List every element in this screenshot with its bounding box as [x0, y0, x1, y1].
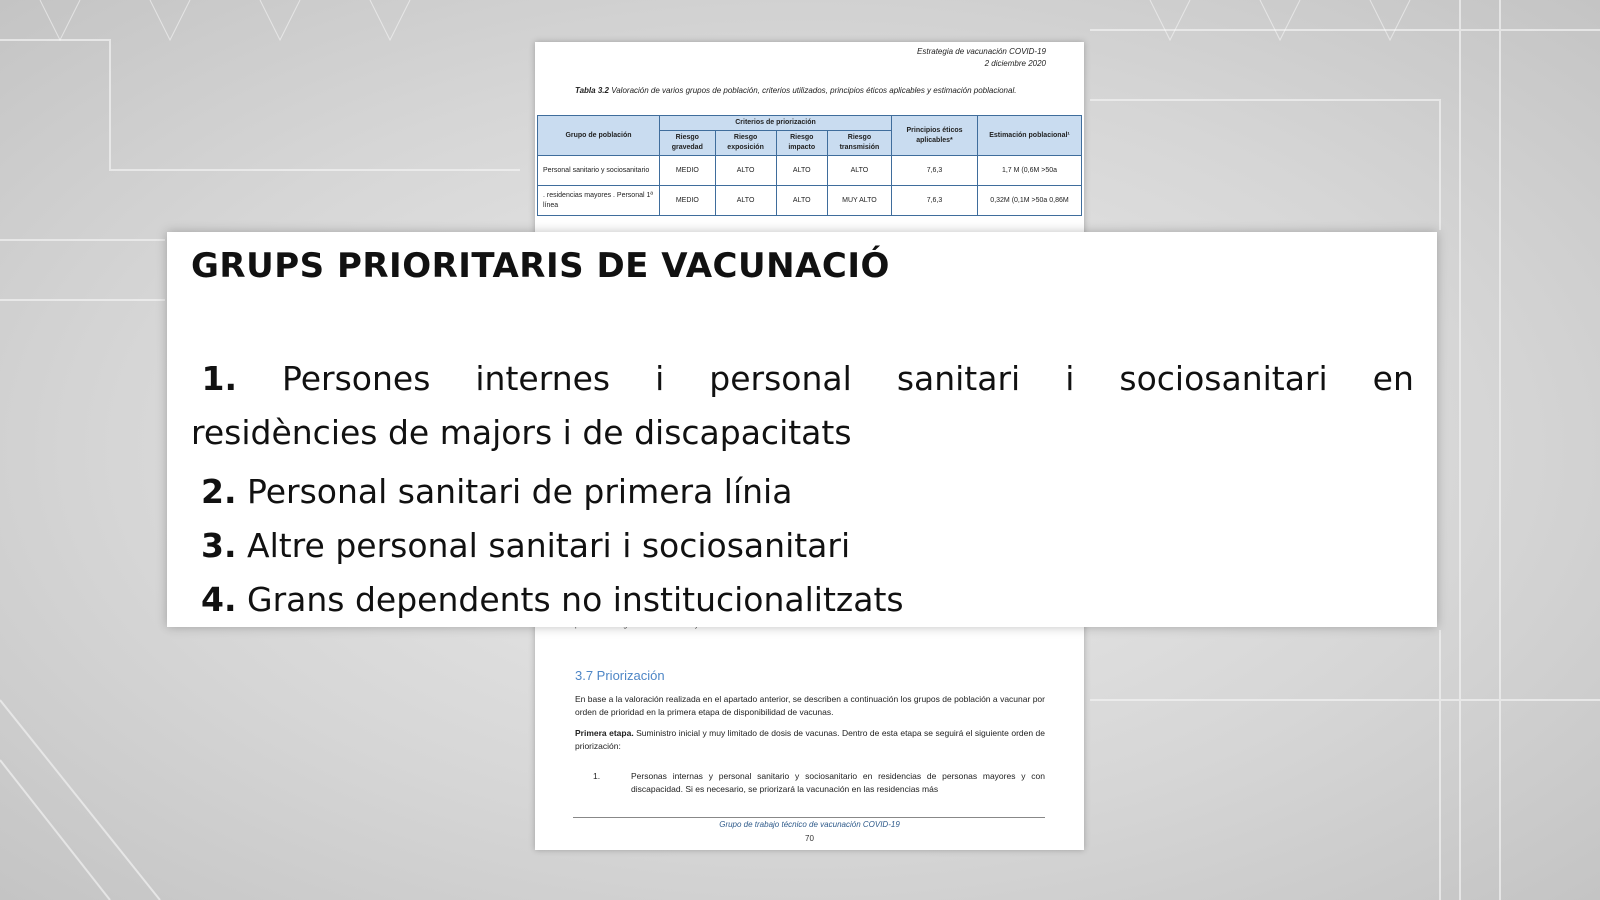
priority-list-item	[593, 770, 1045, 796]
table-caption-label: Tabla 3.2	[575, 86, 609, 95]
table-header-estimate: Estimación poblacional¹	[978, 116, 1082, 156]
table-cell: 1,7 M (0,6M >50a	[978, 156, 1082, 186]
overlay-title: GRUPS PRIORITARIS DE VACUNACIÓ	[191, 246, 890, 286]
overlay-item-2-number: 2.	[201, 472, 237, 511]
overlay-item-1-number: 1.	[201, 359, 237, 398]
overlay-item-4-text: Grans dependents no institucionalitzats	[247, 580, 904, 619]
table-subheader: Riesgo transmisión	[827, 131, 891, 156]
page-number: 70	[805, 834, 814, 843]
overlay-word: i	[1065, 359, 1075, 398]
document-header-date: 2 diciembre 2020	[984, 59, 1046, 68]
table-row	[538, 156, 1082, 186]
overlay-card	[167, 232, 1437, 627]
footer-divider	[573, 817, 1045, 818]
paragraph-first-stage-label: Primera etapa.	[575, 728, 634, 738]
table-cell: 7,6,3	[892, 186, 978, 216]
paragraph-intro: En base a la valoración realizada en el apartado anterior, se describen a continuación los grupos de población a vacunar por orden de prioridad en la primera etapa de disponibilidad de vacunas.	[575, 694, 1045, 717]
table-header-criteria: Criterios de priorización	[660, 116, 892, 131]
document-footer: Grupo de trabajo técnico de vacunación COVID-19	[719, 820, 900, 829]
overlay-item-4-number: 4.	[201, 580, 237, 619]
overlay-word: internes	[475, 359, 611, 398]
table-cell: 0,32M (0,1M >50a 0,86M	[978, 186, 1082, 216]
overlay-word: Persones	[282, 359, 431, 398]
document-header-title: Estrategia de vacunación COVID-19	[917, 47, 1046, 56]
table-caption	[575, 85, 1045, 97]
overlay-item-3-number: 3.	[201, 526, 237, 565]
table-cell: ALTO	[776, 186, 827, 216]
overlay-item-4	[201, 573, 904, 627]
overlay-item-1-line2: residències de majors i de discapacitats	[191, 413, 852, 452]
table-subheader: Riesgo gravedad	[660, 131, 716, 156]
paragraph-first-stage	[575, 727, 1045, 753]
section-title: 3.7 Priorización	[575, 668, 665, 683]
table-cell-group: . residencias mayores . Personal 1ª línea	[538, 186, 660, 216]
table-subheader: Riesgo exposición	[715, 131, 776, 156]
table-header-group: Grupo de población	[538, 116, 660, 156]
overlay-word: i	[655, 359, 665, 398]
table-cell: 7,6,3	[892, 156, 978, 186]
priority-table	[537, 115, 1082, 216]
overlay-item-number	[191, 352, 237, 406]
table-cell: ALTO	[715, 156, 776, 186]
table-cell: MEDIO	[660, 186, 716, 216]
overlay-item-2-text: Personal sanitari de primera línia	[247, 472, 793, 511]
overlay-item-1-line1	[191, 352, 1414, 406]
table-cell: ALTO	[715, 186, 776, 216]
overlay-item-1	[191, 352, 1414, 460]
table-cell: MUY ALTO	[827, 186, 891, 216]
paragraph-first-stage-text: Suministro inicial y muy limitado de dosis de vacunas. Dentro de esta etapa se seguirá el siguiente orden de priorización:	[575, 728, 1045, 751]
table-cell: ALTO	[827, 156, 891, 186]
table-cell: MEDIO	[660, 156, 716, 186]
overlay-word: sanitari	[896, 359, 1021, 398]
overlay-word: en	[1372, 359, 1414, 398]
table-cell: ALTO	[776, 156, 827, 186]
table-cell-group: Personal sanitario y sociosanitario	[538, 156, 660, 186]
table-subheader: Riesgo impacto	[776, 131, 827, 156]
overlay-word: personal	[709, 359, 852, 398]
overlay-item-3-text: Altre personal sanitari i sociosanitari	[247, 526, 851, 565]
table-header-principles: Principios éticos aplicables*	[892, 116, 978, 156]
overlay-item-2	[201, 465, 792, 519]
table-caption-text: Valoración de varios grupos de población, criterios utilizados, principios éticos aplicables y estimación poblacional.	[611, 86, 1017, 95]
overlay-item-3	[201, 519, 850, 573]
overlay-word: sociosanitari	[1119, 359, 1328, 398]
document-header	[917, 46, 1046, 70]
table-row	[538, 186, 1082, 216]
list-item-number: 1.	[593, 771, 601, 781]
list-item-text: Personas internas y personal sanitario y sociosanitario en residencias de personas mayores y con discapacidad. Si es necesario, se priorizará la vacunación en las residencias más	[631, 771, 1045, 794]
